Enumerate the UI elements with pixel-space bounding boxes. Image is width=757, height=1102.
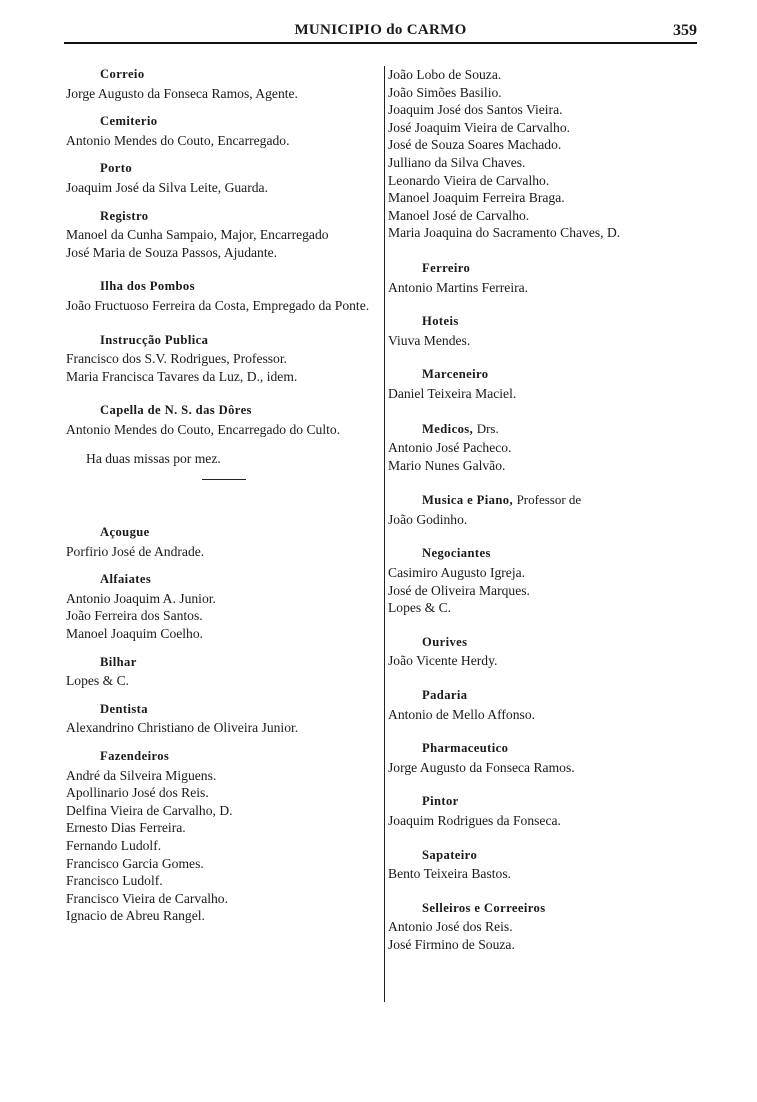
heading-text: Pintor [422, 794, 459, 809]
section-heading [66, 524, 382, 542]
directory-entry: Apollinario José dos Reis. [66, 785, 209, 801]
heading-text: Marceneiro [422, 367, 489, 382]
column-divider [384, 66, 385, 1002]
heading-text: Bilhar [100, 654, 137, 669]
section-dentista [66, 701, 382, 737]
directory-entry: André da Silveira Miguens. [66, 767, 217, 783]
section-musica-e-piano [388, 491, 708, 528]
heading-text: Açougue [100, 525, 150, 540]
section-heading [388, 847, 708, 865]
directory-entry: Joaquim José dos Santos Vieira. [388, 102, 563, 118]
directory-entry: Ignacio de Abreu Rangel. [66, 908, 205, 924]
heading-text: Pharmaceutico [422, 741, 509, 756]
section-porto [66, 160, 382, 196]
heading-text: Dentista [100, 701, 148, 716]
section-cemiterio [66, 113, 382, 149]
right-column [388, 66, 708, 965]
directory-entry: João Ferreira dos Santos. [66, 608, 203, 624]
directory-entry: Francisco dos S.V. Rodrigues, Professor. [66, 351, 288, 367]
heading-text: Capella de N. S. das Dôres [100, 403, 252, 418]
section-pintor [388, 793, 708, 829]
section-medicos [388, 420, 708, 475]
directory-entry: João Lobo de Souza. [388, 67, 502, 82]
section-heading [388, 687, 708, 705]
section-heading [66, 332, 382, 350]
heading-extra: Drs. [476, 420, 499, 436]
heading-text: Porto [100, 161, 133, 176]
section-heading [388, 313, 708, 331]
heading-text: Alfaiates [100, 572, 152, 587]
directory-entry: Mario Nunes Galvão. [388, 457, 506, 473]
directory-entry: Lopes & C. [66, 673, 130, 689]
directory-entry: José Firmino de Souza. [388, 936, 515, 952]
section-heading [66, 571, 382, 589]
page-title: MUNICIPIO do CARMO [294, 22, 467, 38]
section-registro [66, 208, 382, 262]
section-capella-de-n-s-das-dores [66, 402, 382, 438]
section-heading [66, 160, 382, 178]
directory-entry: João Vicente Herdy. [388, 653, 498, 669]
directory-entry: Jorge Augusto da Fonseca Ramos. [388, 759, 575, 775]
section-heading [66, 113, 382, 131]
section-heading [66, 402, 382, 420]
heading-text: Hoteis [422, 314, 459, 329]
right-sections [388, 260, 708, 954]
section-heading [388, 793, 708, 811]
section-heading [388, 900, 708, 918]
section-negociantes [388, 545, 708, 616]
section-heading [66, 278, 382, 296]
directory-entry: Manoel Joaquim Coelho. [66, 626, 204, 642]
directory-entry: Francisco Vieira de Carvalho. [66, 890, 229, 906]
page-number: 359 [673, 22, 697, 39]
section-heading [66, 208, 382, 226]
heading-text: Correio [100, 67, 145, 81]
directory-entry: Maria Joaquina do Sacramento Chaves, D. [388, 225, 621, 241]
directory-entry: Maria Francisca Tavares da Luz, D., idem. [66, 368, 298, 384]
directory-entry: Porfirio José de Andrade. [66, 543, 205, 559]
directory-entry: Delfina Vieira de Carvalho, D. [66, 802, 233, 818]
directory-entry: Casimiro Augusto Igreja. [388, 565, 526, 581]
directory-entry: Antonio Martins Ferreira. [388, 279, 529, 295]
directory-entry: Antonio José Pacheco. [388, 440, 512, 456]
section-ilha-dos-pombos [66, 278, 382, 314]
directory-entry: Antonio Joaquim A. Junior. [66, 590, 216, 606]
directory-entry: José de Oliveira Marques. [388, 582, 530, 598]
directory-entry: Bento Teixeira Bastos. [388, 866, 512, 882]
section-heading [66, 66, 382, 84]
heading-text: Registro [100, 208, 149, 223]
left-sections-b [66, 524, 382, 925]
directory-entry: Antonio José dos Reis. [388, 919, 513, 935]
directory-entry: José de Souza Soares Machado. [388, 137, 562, 153]
section-heading [388, 260, 708, 278]
directory-entry: Manoel José de Carvalho. [388, 207, 530, 223]
heading-text: Fazendeiros [100, 749, 170, 764]
directory-entry: João Godinho. [388, 511, 468, 527]
section-marceneiro [388, 366, 708, 402]
section-heading [66, 654, 382, 672]
heading-text: Selleiros e Correeiros [422, 900, 546, 915]
heading-text: Instrucção Publica [100, 332, 209, 347]
heading-text: Sapateiro [422, 847, 478, 862]
section-padaria [388, 687, 708, 723]
directory-entry: Julliano da Silva Chaves. [388, 154, 526, 170]
heading-text: Padaria [422, 688, 468, 703]
header-rule [64, 42, 697, 44]
section-fazendeiros [66, 748, 382, 925]
directory-entry: Antonio Mendes do Couto, Encarregado do Culto. [66, 421, 341, 437]
directory-entry: Antonio Mendes do Couto, Encarregado. [66, 132, 290, 148]
section-ferreiro [388, 260, 708, 296]
section-hoteis [388, 313, 708, 349]
heading-text: Cemiterio [100, 114, 158, 129]
section-acougue [66, 524, 382, 560]
heading-text: Ilha dos Pombos [100, 279, 195, 294]
heading-extra: Professor de [516, 492, 582, 508]
left-column [66, 66, 382, 936]
directory-entry: Viuva Mendes. [388, 332, 471, 348]
directory-entry: Lopes & C. [388, 600, 452, 616]
directory-entry: Jorge Augusto da Fonseca Ramos, Agente. [66, 85, 298, 101]
section-heading [388, 420, 708, 439]
directory-entry: João Simões Basilio. [388, 84, 502, 100]
directory-entry: Manoel Joaquim Ferreira Braga. [388, 190, 565, 206]
left-sections-a [66, 66, 382, 439]
directory-entry: Francisco Garcia Gomes. [66, 855, 204, 871]
section-sapateiro [388, 847, 708, 883]
section-heading [66, 701, 382, 719]
directory-entry: Fernando Ludolf. [66, 838, 162, 853]
section-selleiros-e-correeiros [388, 900, 708, 954]
directory-entry: Joaquim José da Silva Leite, Guarda. [66, 179, 268, 195]
directory-entry: Daniel Teixeira Maciel. [388, 385, 517, 401]
section-heading [388, 366, 708, 384]
section-heading [388, 491, 708, 510]
directory-entry: Leonardo Vieira de Carvalho. [388, 172, 550, 188]
heading-text: Medicos, [422, 421, 474, 436]
directory-entry: Joaquim Rodrigues da Fonseca. [388, 813, 561, 828]
directory-entry: João Fructuoso Ferreira da Costa, Empregado da Ponte. [66, 297, 370, 313]
section-pharmaceutico [388, 740, 708, 776]
directory-entry: Francisco Ludolf. [66, 873, 163, 889]
heading-text: Negociantes [422, 546, 491, 561]
section-heading [388, 740, 708, 758]
section-correio [66, 66, 382, 102]
masses-note: Ha duas missas por mez. [86, 450, 221, 466]
section-heading [388, 545, 708, 563]
directory-entry: Manoel da Cunha Sampaio, Major, Encarregado [66, 227, 329, 243]
section-heading [66, 748, 382, 766]
section-instruccao-publica [66, 332, 382, 386]
page-header [64, 22, 697, 44]
directory-entry: José Maria de Souza Passos, Ajudante. [66, 244, 278, 260]
directory-entry: Ernesto Dias Ferreira. [66, 820, 186, 836]
directory-entry: José Joaquim Vieira de Carvalho. [388, 119, 571, 135]
heading-text: Ferreiro [422, 260, 471, 275]
heading-text: Ourives [422, 634, 468, 649]
section-heading [388, 634, 708, 652]
directory-entry: Antonio de Mello Affonso. [388, 706, 536, 722]
heading-text: Musica e Piano, [422, 493, 514, 508]
directory-entry: Alexandrino Christiano de Oliveira Junior. [66, 720, 299, 736]
section-alfaiates [66, 571, 382, 642]
section-ourives [388, 634, 708, 670]
continued-list [388, 66, 708, 242]
section-bilhar [66, 654, 382, 690]
